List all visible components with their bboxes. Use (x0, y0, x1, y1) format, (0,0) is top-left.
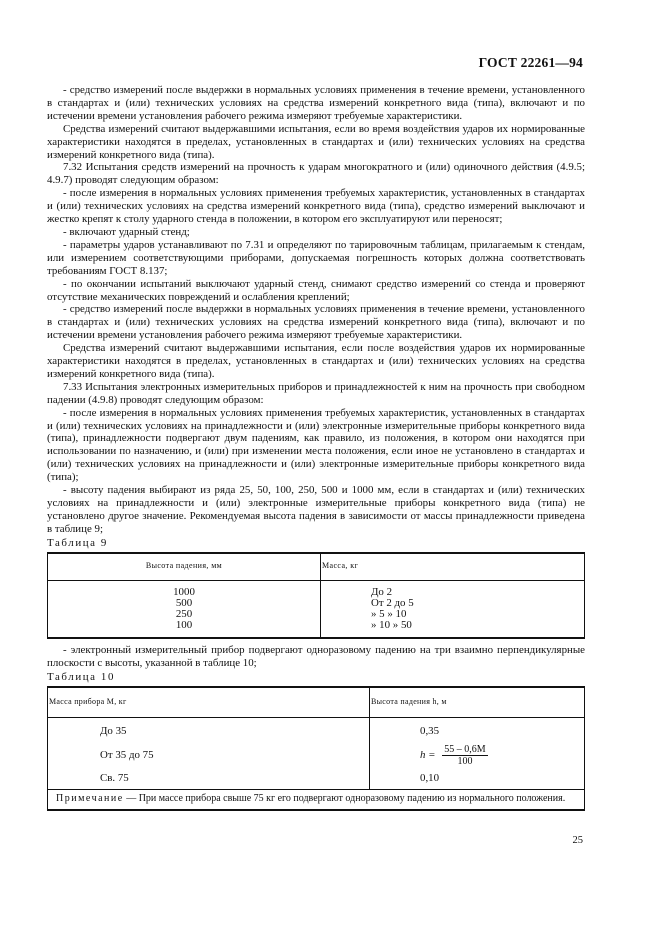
table9-height-value: 500 (175, 596, 193, 609)
paragraph: - параметры ударов устанавливают по 7.31 и определяют по тарировочным таблицам, прилагаемым к стендам, или измерением соответствующими приборами, допускаемая погрешность которых должна соответствовать требованиям ГОСТ 8.137; (47, 238, 585, 277)
paragraph: - по окончании испытаний выключают ударный стенд, снимают средство измерений со стенда и проверяют отсутствие механических повреждений и ослабления креплений; (47, 277, 585, 303)
paragraph: Средства измерений считают выдержавшими испытания, если во время воздействия ударов их нормированные характеристики находятся в пределах, установленных в стандартах и (или) технических условиях на средства измерений конкретного вида (типа). (47, 122, 585, 161)
table9-height-value: 100 (175, 619, 193, 632)
table9-heights-cell (48, 580, 321, 638)
paragraph: - высоту падения выбирают из ряда 25, 50, 100, 250, 500 и 1000 мм, если в стандартах и (или) технических условиях на принадлежности и (или) электронные измерительные приборы конкретного вида (типа) не установлено другое значение. Рекомендуемая высота падения в зависимости от массы принадлежности приведена в таблице 9; (47, 484, 585, 535)
table10-header-mass: Масса прибора M, кг (48, 687, 370, 718)
document-header: ГОСТ 22261—94 (478, 55, 583, 70)
table9-header-height: Высота падения, мм (48, 553, 321, 581)
paragraph: 7.32 Испытания средств измерений на прочность к ударам многократного и (или) одиночного действия (4.9.5; 4.9.7) проводят следующим образом: (47, 161, 585, 187)
table9-header-mass: Масса, кг (321, 553, 585, 581)
table9-height-value: 1000 (173, 585, 195, 598)
table9-mass-value: » 5 » 10 (371, 608, 407, 621)
table10-height-cell: 0,35 (370, 718, 585, 739)
table10-mass-cell: До 35 (48, 718, 370, 739)
table10-caption: Таблица 10 (47, 671, 116, 684)
table9-caption: Таблица 9 (47, 536, 108, 549)
table10-height-cell: 0,10 (370, 771, 585, 789)
paragraph: - после измерения в нормальных условиях применения требуемых характеристик, установленных в стандартах и (или) технических условиях на принадлежности и (или) электронные измерительные приборы конкретного вида (типа), принадлежности подвергают двум падениям, как правило, из положения, в котором они находятся при использовании по назначению, и (или) при изменении места положения, если иное не установлено в стандартах и (или) технических условиях на принадлежности и (или) электронные измерительные приборы конкретного вида (типа); (47, 406, 585, 484)
table9-height-value: 250 (175, 608, 193, 621)
formula-numerator: 55 – 0,6M (444, 743, 486, 755)
table10-note (48, 789, 585, 810)
table-row (48, 580, 585, 638)
formula-fraction (442, 744, 487, 767)
paragraph: Средства измерений считают выдержавшими испытания, если после воздействия ударов их нормированные характеристики находятся в пределах, установленных в стандартах и (или) технических условиях на средства измерений конкретного вида (типа). (47, 342, 585, 380)
table-9 (47, 552, 585, 640)
formula-denominator: 100 (457, 755, 473, 767)
table10-header-height: Высота падения h, м (370, 687, 585, 718)
table10-mass-cell: Св. 75 (48, 771, 370, 789)
paragraph: - включают ударный стенд; (63, 225, 190, 238)
table9-mass-value: » 10 » 50 (371, 619, 412, 632)
table9-mass-value: До 2 (371, 585, 393, 598)
table-10 (47, 686, 585, 811)
table-row (48, 718, 585, 739)
formula-lhs: h = (420, 748, 436, 761)
table10-mass-cell: От 35 до 75 (48, 739, 370, 771)
table-row (48, 739, 585, 771)
paragraph: - после измерения в нормальных условиях применения требуемых характеристик, установленных в стандартах и (или) технических условиях на средства измерений конкретного вида (типа), средство измерений выключают и жестко крепят к столу ударного стенда в положении, в котором его эксплуатируют или переносят; (47, 187, 585, 226)
note-label: Примечание (56, 792, 124, 804)
paragraph: - электронный измерительный прибор подвергают одноразовому падению на три взаимно перпендикулярные плоскости с высоты, указанной в таблице 10; (47, 644, 585, 670)
table10-height-formula (370, 739, 585, 771)
note-text: — При массе прибора свыше 75 кг его подвергают одноразовому падению из нормального положения. (123, 792, 566, 804)
paragraph: - средство измерений после выдержки в нормальных условиях применения в течение времени, установленного в стандартах и (или) технических условиях на средства измерений конкретного вида (типа), включают и по истечении времени установления рабочего режима измеряют требуемые характеристики. (47, 84, 585, 122)
paragraph: 7.33 Испытания электронных измерительных приборов и принадлежностей к ним на прочность при свободном падении (4.9.8) проводят следующим образом: (47, 380, 585, 406)
document-body (47, 84, 585, 811)
table-row (48, 771, 585, 789)
page-number: 25 (572, 835, 583, 846)
table9-mass-value: От 2 до 5 (371, 596, 414, 609)
paragraph: - средство измерений после выдержки в нормальных условиях применения в течение времени, установленного в стандартах и (или) технических условиях на средства измерений конкретного вида (типа), включают и по истечении времени установления рабочего режима измеряют требуемые характеристики. (47, 303, 585, 342)
table9-masses-cell (321, 580, 585, 638)
